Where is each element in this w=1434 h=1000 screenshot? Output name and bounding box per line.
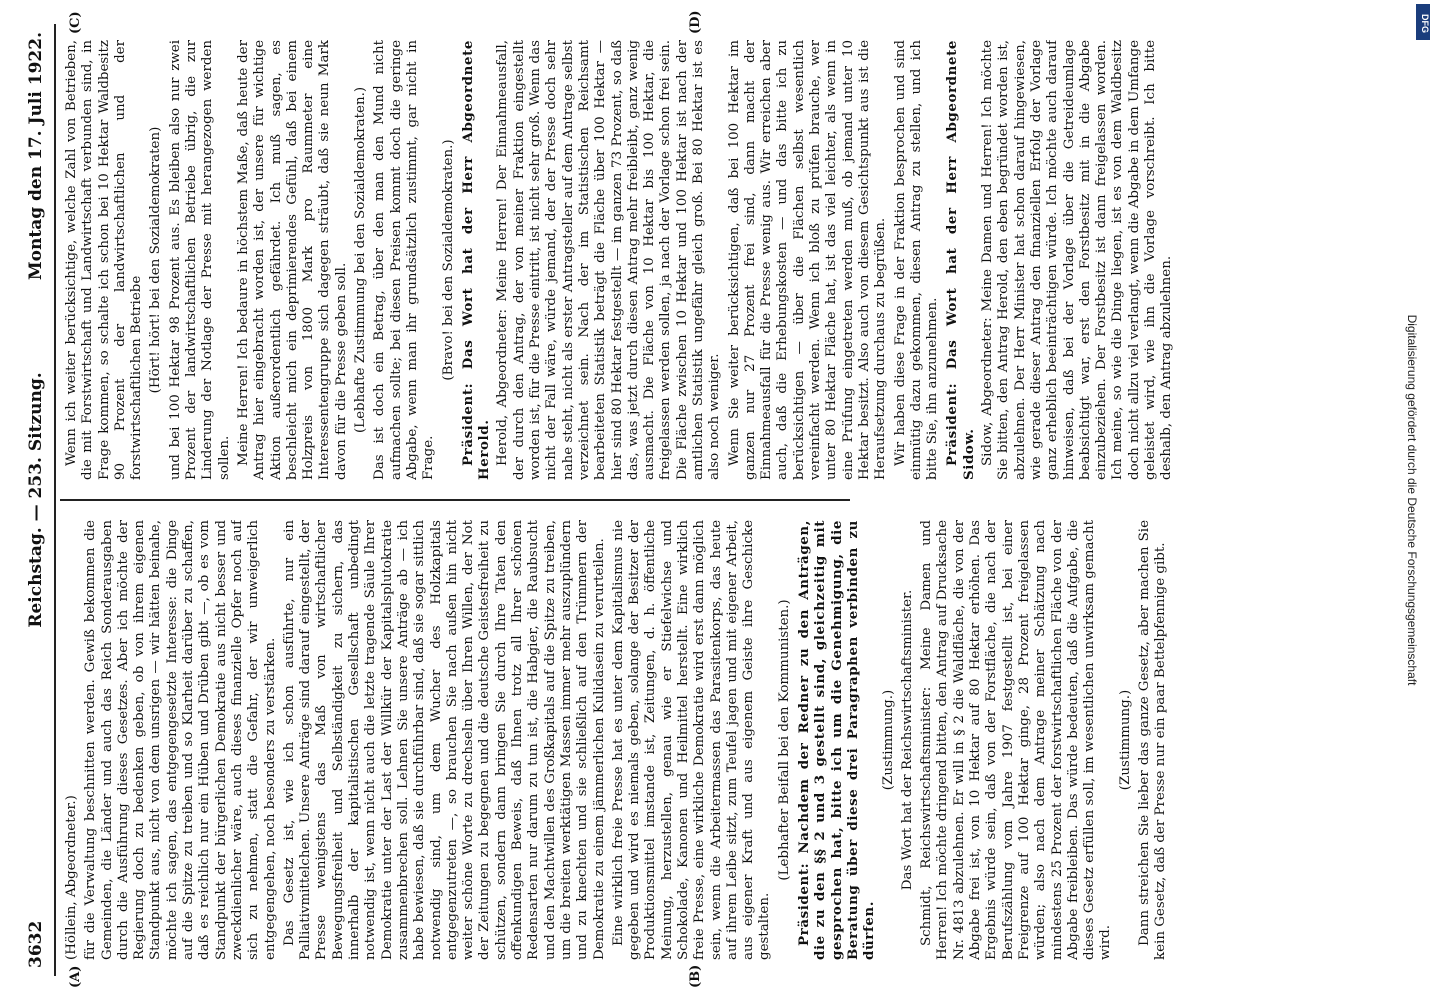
paragraph: Eine wirklich freie Presse hat es unter dem Kapitalismus nie gegeben und wird es niemals geben, solange der Besitzer der Produktionsmittel imstande ist, Zeitungen, d. h. öffentliche Meinung, herzustellen, genau wie er Stiefelwichse und Schokolade, Kanonen und Heilmittel herstellt. Eine wirklich freie Presse, eine wirkliche Demokratie wird erst dann möglich sein, wenn die Arbeitermassen das Parasitenkorps, das heute auf ihrem Leibe sitzt, zum Teufel jagen und mit eigener Arbeit, aus eigener Kraft und aus eigenem Geiste ihre Geschicke gestalten. xyxy=(610,520,773,960)
president-remark: Präsident: Nachdem der Redner zu den Anträgen, die zu den §§ 2 und 3 gestellt sind, gleichzeitig mit gesprochen hat, bitte ich um die Genehmigung, die Beratung über diese drei Paragraphen verbinden zu dürfen. xyxy=(796,520,878,960)
paragraph: Das Gesetz ist, wie ich schon ausführte, nur ein Palliativmittelchen. Unsere Anträge sind darauf eingestellt, der Presse wenigstens das Maß von wirtschaftlicher Bewegungsfreiheit und Selbständigkeit zu sichern, das innerhalb der kapitalistischen Gesellschaft unbedingt notwendig ist, wenn nicht auch die letzte tragende Säule Ihrer Demokratie unter der Last der Willkür der Kapitalsplutokratie zusammenbrechen soll. Lehnen Sie unsere Anträge ab — ich habe bewiesen, daß sie durchführbar sind, daß sie sogar sittlich notwendig sind, um dem Wucher des Holzkapitals entgegenzutreten —, so brauchen Sie nach außen hin nicht weiter schöne Worte zu drechseln über Ihren Willen, der Not der Zeitungen zu begegnen und die deutsche Geistesfreiheit zu schützen, sondern dann bringen Sie durch Ihre Taten den offenkundigen Beweis, daß Ihnen trotz all Ihrer schönen Redensarten nur darum zu tun ist, die Habgier, die Raubsucht und den Machtwillen des Großkapitals auf die Spitze zu treiben, um die breiten werktätigen Massen immer mehr auszuplündern und zu knechten und sie schließlich auf den Trümmern der Demokratie zu einem jämmerlichen Kulidasein zu verurteilen. xyxy=(281,520,607,960)
president-remark: Präsident: Das Wort hat der Herr Abgeordnete Sidow. xyxy=(944,40,977,480)
margin-marker-d: (D) xyxy=(688,10,703,34)
paragraph: Meine Herren! Ich bedaure in höchstem Maße, daß heute der Antrag hier eingebracht worden ist, der unsere für wichtige Aktion außerordentlich gefährdet. Ich muß sagen, es beschleicht mich ein deprimierendes Gefühl, daß bei einem Holzpreis von 1800 Mark pro Raummeter eine Interessentengruppe sich dagegen sträubt, daß sie neun Mark davon für die Presse geben soll. xyxy=(235,40,349,480)
assent-note: (Zustimmung.) xyxy=(1117,689,1133,791)
dfg-logo-text: DFG xyxy=(1420,14,1430,33)
herold-speech: Herold, Abgeordneter: Meine Herren! Der Einnahmeausfall, der durch den Antrag, der von meiner Fraktion eingestellt worden ist, für die Presse eintritt, ist nicht sehr groß. Wenn das nicht der Fall wäre, würde jemand, der der Presse doch sehr nahe steht, nicht als erster Antragsteller auf dem Antrage selbst verzeichnet sein. Nach der im Statistischen Reichsamt bearbeiteten Statistik beträgt die Fläche über 100 Hektar — hier sind 80 Hektar festgestellt — im ganzen 73 Prozent, so daß das, was jetzt durch diesen Antrag mehr freibleibt, ganz wenig ausmacht. Die Fläche von 10 Hektar bis 100 Hektar, die freigelassen werden sollen, ja nach der Vorlage schon frei sein. Die Fläche zwischen 10 Hektar und 100 Hektar ist nach der amtlichen Statistik ungefähr gleich groß. Bei 80 Hektar ist es also noch weniger. xyxy=(495,40,723,480)
header-title: Reichstag. — 253. Sitzung. xyxy=(26,372,46,628)
applause-note: (Lebhafter Beifall bei den Kommunisten.) xyxy=(776,599,792,881)
rotated-page xyxy=(8,0,1388,1000)
paragraph: Wenn Sie weiter berücksichtigen, daß bei 100 Hektar im ganzen nur 27 Prozent frei sind, dann macht der Einnahmeausfall für die Presse wenig aus. Wir erreichen aber auch, daß die Erhebungskosten — und das bitte ich zu berücksichtigen — über die Flächen selbst wesentlich vereinfacht werden. Wenn ich bloß zu prüfen brauche, wer unter 80 Hektar Fläche hat, ist das viel leichter, als wenn in eine Prüfung eingetreten werden muß, ob jemand unter 10 Hektar besitzt. Also auch von diesem Gesichtspunkt aus ist die Heraufsetzung durchaus zu begrüßen. xyxy=(726,40,889,480)
page-content xyxy=(8,0,1388,1000)
funding-note xyxy=(1392,0,1432,1000)
paragraph: Wir haben diese Frage in der Fraktion besprochen und sind einmütig dazu gekommen, diesen Antrag zu stellen, und ich bitte Sie, ihn anzunehmen. xyxy=(892,40,941,480)
president-remark: Präsident: Das Wort hat der Herr Abgeordnete Herold. xyxy=(459,40,493,480)
margin-marker-b: (B) xyxy=(688,964,703,988)
dfg-logo xyxy=(1416,4,1430,40)
page-header xyxy=(26,32,50,968)
sidow-speech: Sidow, Abgeordneter: Meine Damen und Herren! Ich möchte Sie bitten, den Antrag Herold, den eben begründet worden ist, abzulehnen. Der Herr Minister hat schon darauf hingewiesen, wie gerade dieser Antrag den finanziellen Erfolg der Vorlage ganz erheblich beeinträchtigen würde. Ich möchte auch darauf hinweisen, daß bei der Vorlage über die Getreideumlage beabsichtigt war, erst den Forstbesitz mit in die Abgabe einzubeziehen. Der Forstbesitz ist dann freigelassen worden. Ich meine, so wie die Dinge liegen, ist es von dem Waldbesitz doch nicht allzu viel verlangt, wenn die Abgabe in dem Umfange geleistet wird, wie ihn die Vorlage vorschreibt. Ich bitte deshalb, den Antrag abzulehnen. xyxy=(980,40,1175,480)
header-date: Montag den 17. Juli 1922. xyxy=(26,32,46,281)
left-column xyxy=(64,520,1364,960)
paragraph: Das ist doch ein Betrag, über den man den Mund nicht aufmachen sollte; bei diesen Preisen kommt doch die geringe Abgabe, wenn man ihr grundsätzlich zustimmt, gar nicht in Frage. xyxy=(372,40,437,480)
floor-given: Das Wort hat der Reichswirtschaftsminister. xyxy=(899,589,915,891)
paragraph: Dann streichen Sie lieber das ganze Gesetz, aber machen Sie kein Gesetz, daß der Presse nur ein paar Bettelpfennige gibt. xyxy=(1137,520,1169,960)
minister-speech: Schmidt, Reichswirtschaftsminister: Meine Damen und Herren! Ich möchte dringend bitten, den Antrag auf Drucksache Nr. 4813 abzulehnen. Er will in § 2 die Waldfläche, die von der Abgabe frei ist, von 10 Hektar auf 80 Hektar erhöhen. Das Ergebnis würde sein, daß von der Forstfläche, die nach der Berufszählung vom Jahre 1907 festgestellt ist, bei einer Freigrenze auf 100 Hektar ginge, 28 Prozent freigelassen würden; also nach dem Antrage meiner Schätzung nach mindestens 25 Prozent der forstwirtschaftlichen Fläche von der Abgabe freibleiben. Das würde bedeuten, daß die Aufgabe, die dieses Gesetz erfüllen soll, im wesentlichen unwirksam gemacht wird. xyxy=(919,520,1114,960)
applause-note: (Lebhafte Zustimmung bei den Sozialdemokraten.) xyxy=(353,86,369,434)
paragraph: und bei 100 Hektar 98 Prozent aus. Es bleiben also nur zwei Prozent der landwirtschaftlichen Betriebe übrig, die zur Linderung der Notlage der Presse mit herangezogen werden sollen. xyxy=(167,40,232,480)
right-column xyxy=(64,40,1364,480)
margin-marker-a: (A) xyxy=(68,965,83,988)
paragraph: für die Verwaltung beschnitten werden. Gewiß bekommen die Gemeinden, die Länder und auch das Reich Sonderausgaben durch die Ausführung dieses Gesetzes. Aber ich möchte der Regierung doch zu bedenken geben, ob von ihrem eigenen Standpunkt aus, nicht von dem unsrigen — wir hätten beinahe, möchte ich sagen, das entgegengesetzte Interesse: die Dinge auf die Spitze zu treiben und so Klarheit darüber zu schaffen, daß es reichlich nur ein Hüben und Drüben gibt —, ob es vom Standpunkt der bürgerlichen Demokratie aus nicht besser und zweckdienlicher wäre, auch dieses finanzielle Opfer noch auf sich zu nehmen, statt die Gefahr, der wir unweigerlich entgegengehen, noch besonders zu verstärken. xyxy=(83,520,278,960)
applause-note: (Bravo! bei den Sozialdemokraten.) xyxy=(440,139,456,381)
assent-note: (Zustimmung.) xyxy=(880,689,896,791)
paragraph: Wenn ich weiter berücksichtige, welche Zahl von Betrieben, die mit Forstwirtschaft und Landwirtschaft verbunden sind, in Frage kommen, so schalte ich schon bei 10 Hektar Waldbesitz 90 Prozent der landwirtschaftlichen und der forstwirtschaftlichen Betriebe xyxy=(64,40,145,480)
speaker-continuation: (Höllein, Abgeordneter.) xyxy=(64,795,79,960)
column-divider xyxy=(60,499,850,501)
header-rule xyxy=(54,24,56,976)
interjection-note: (Hört! hört! bei den Sozialdemokraten) xyxy=(148,126,164,394)
page-number: 3632 xyxy=(26,920,46,968)
funding-note-text: Digitalisierung gefördert durch die Deutsche Forschungsgemeinschaft xyxy=(1405,314,1419,686)
margin-marker-c: (C) xyxy=(68,11,83,34)
